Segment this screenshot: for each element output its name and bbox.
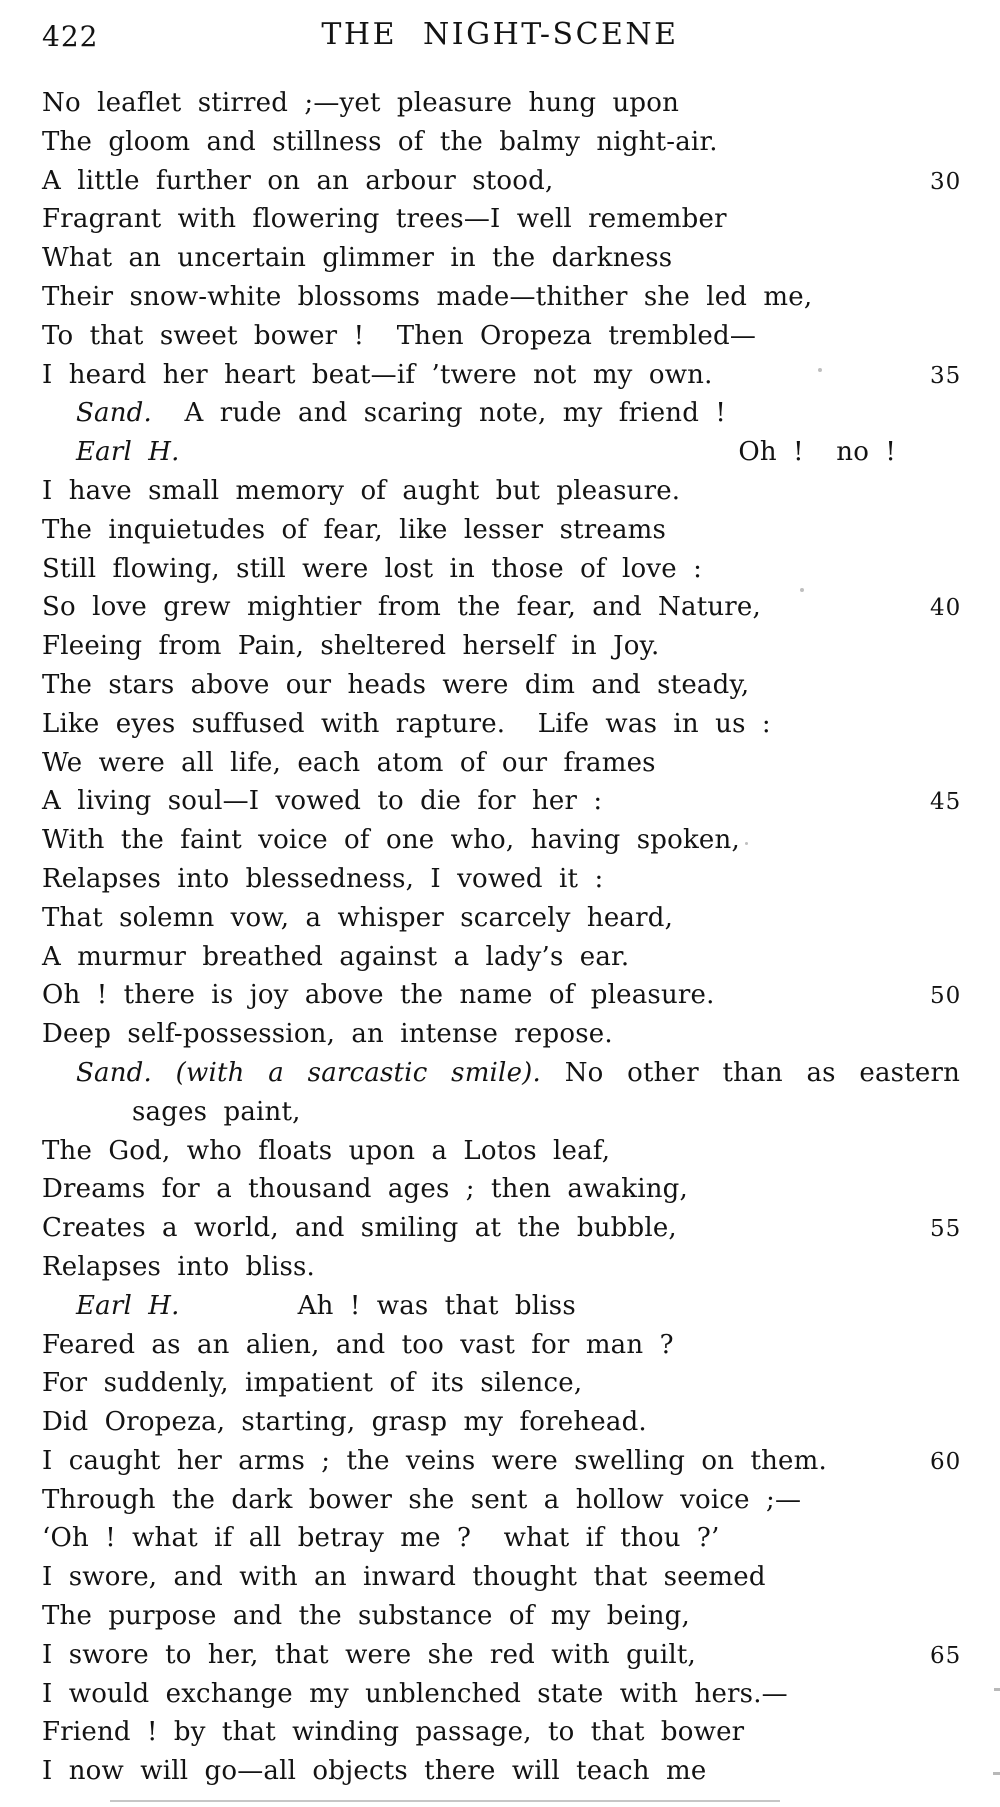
poem-line — [42, 1209, 960, 1248]
poem-line-text: Still flowing, still were lost in those of love : — [42, 553, 703, 584]
poem-line — [42, 123, 960, 162]
poem-line-text: I have small memory of aught but pleasure. — [42, 475, 681, 506]
poem-line-text: sages paint, — [132, 1096, 301, 1127]
poem-line-text: I now will go—all objects there will teach me — [42, 1756, 707, 1787]
speaker-name: Earl H. — [76, 1290, 180, 1321]
poem-line — [42, 162, 960, 201]
poem-line — [42, 1675, 960, 1714]
verse-line-number: 50 — [930, 983, 962, 1010]
poem-line — [42, 200, 960, 239]
poem-line-text: For suddenly, impatient of its silence, — [42, 1368, 583, 1399]
poem-line — [42, 627, 960, 666]
poem-line-text: We were all life, each atom of our frames — [42, 747, 656, 778]
poem-line-text: Ah ! was that bliss — [297, 1290, 576, 1321]
verse-line-number: 30 — [930, 168, 962, 195]
poem-line-text: To that sweet bower ! Then Oropeza trembled— — [42, 320, 757, 351]
poem-line — [42, 1054, 960, 1093]
poem-line — [42, 666, 960, 705]
poem-line — [42, 938, 960, 977]
poem-line — [42, 1713, 960, 1752]
scan-artifact-line — [110, 1800, 780, 1802]
poem-line — [42, 821, 960, 860]
poem-line-text: The inquietudes of fear, like lesser streams — [42, 514, 667, 545]
poem-line — [42, 1015, 960, 1054]
poem-line — [42, 550, 960, 589]
poem-line — [42, 1170, 960, 1209]
poem-line-text: Fleeing from Pain, sheltered herself in Joy. — [42, 631, 660, 662]
poem-line-text: Creates a world, and smiling at the bubble, — [42, 1213, 677, 1244]
poem-line — [42, 472, 960, 511]
verse-line-number: 45 — [930, 789, 962, 816]
poem-line — [42, 394, 960, 433]
poem-line-text: Oh ! there is joy above the name of pleasure. — [42, 980, 715, 1011]
poem-line — [42, 744, 960, 783]
scan-edge-mark — [993, 1772, 1000, 1775]
poem-line-text: I heard her heart beat—if ’twere not my own. — [42, 359, 713, 390]
poem-line-text: I swore to her, that were she red with guilt, — [42, 1639, 697, 1670]
verse-line-number: 60 — [930, 1448, 962, 1475]
poem-line-text: A murmur breathed against a lady’s ear. — [42, 941, 630, 972]
poem-line — [42, 705, 960, 744]
poem-line — [42, 1519, 960, 1558]
verse-line-number: 35 — [930, 362, 962, 389]
poem-line-text: Like eyes suffused with rapture. Life was in us : — [42, 708, 771, 739]
poem-line — [42, 976, 960, 1015]
poem-line — [42, 1481, 960, 1520]
poem-line-text: No other than as eastern — [564, 1057, 961, 1088]
poem-line — [42, 356, 960, 395]
poem-line — [42, 1287, 960, 1326]
poem-line-text: Relapses into blessedness, I vowed it : — [42, 863, 604, 894]
poem-line-text: No leaflet stirred ;—yet pleasure hung upon — [42, 88, 680, 118]
poem-line-text: Feared as an alien, and too vast for man ? — [42, 1329, 674, 1360]
verse-line-number: 40 — [930, 595, 962, 622]
poem-line — [42, 1636, 960, 1675]
speaker-name: Earl H. — [76, 437, 180, 468]
scan-edge-mark — [994, 1688, 1000, 1691]
poem-line-text: The gloom and stillness of the balmy night-air. — [42, 126, 718, 157]
poem-line-text: Their snow-white blossoms made—thither she led me, — [42, 281, 813, 312]
poem-line-text: The stars above our heads were dim and steady, — [42, 669, 750, 700]
poem-line — [42, 1364, 960, 1403]
poem-line — [42, 860, 960, 899]
poem-line-text: So love grew mightier from the fear, and Nature, — [42, 592, 761, 623]
poem-line-text: A rude and scaring note, my friend ! — [151, 398, 726, 429]
poem-line-text: The purpose and the substance of my being, — [42, 1601, 690, 1632]
page-number: 422 — [42, 20, 99, 53]
poem-line-text: Fragrant with flowering trees—I well remember — [42, 204, 727, 235]
poem-line — [42, 317, 960, 356]
poem-line-text: ‘Oh ! what if all betray me ? what if thou ?’ — [42, 1523, 720, 1554]
poem-line-text: Friend ! by that winding passage, to that bower — [42, 1717, 745, 1748]
verse-line-number: 65 — [930, 1642, 962, 1669]
poem-line — [42, 782, 960, 821]
poem-line-text: What an uncertain glimmer in the darkness — [42, 243, 673, 274]
poem-line-text: Deep self-possession, an intense repose. — [42, 1019, 613, 1050]
page-title: THE NIGHT-SCENE — [321, 17, 679, 52]
poem-line-text: That solemn vow, a whisper scarcely heard, — [42, 902, 674, 933]
poem-line-text: A little further on an arbour stood, — [42, 165, 554, 196]
poem-line — [42, 433, 960, 472]
poem-line — [42, 1752, 960, 1791]
poem-line — [42, 84, 960, 123]
poem-line — [42, 588, 960, 627]
poem-line — [42, 899, 960, 938]
poem-line-text: I swore, and with an inward thought that seemed — [42, 1562, 766, 1593]
poem-line — [42, 1132, 960, 1171]
poem-line — [42, 239, 960, 278]
poem-line-text: With the faint voice of one who, having spoken, — [42, 825, 740, 856]
poem-line — [42, 1558, 960, 1597]
poem-body — [42, 84, 960, 1791]
poem-line-text: A living soul—I vowed to die for her : — [42, 786, 603, 817]
stage-direction: (with a sarcastic smile). — [175, 1057, 541, 1088]
poem-line — [42, 511, 960, 550]
poem-line — [42, 1403, 960, 1442]
poem-line-text: I caught her arms ; the veins were swelling on them. — [42, 1445, 827, 1476]
speaker-name: Sand. — [76, 398, 152, 429]
poem-line-text: Through the dark bower she sent a hollow voice ;— — [42, 1484, 802, 1515]
poem-line — [42, 278, 960, 317]
poem-line-text: Oh ! no ! — [738, 437, 896, 468]
verse-line-number: 55 — [930, 1216, 962, 1243]
poem-line — [42, 1326, 960, 1365]
poem-line — [42, 1093, 960, 1132]
poem-line-text: Did Oropeza, starting, grasp my forehead. — [42, 1407, 647, 1438]
poem-line — [42, 1442, 960, 1481]
poem-line-text: Dreams for a thousand ages ; then awaking, — [42, 1174, 688, 1205]
poem-line — [42, 1597, 960, 1636]
poem-line-text: Relapses into bliss. — [42, 1251, 316, 1282]
poem-line-text: I would exchange my unblenched state with hers.— — [42, 1678, 788, 1709]
poem-line — [42, 1248, 960, 1287]
poem-line-text: The God, who floats upon a Lotos leaf, — [42, 1135, 611, 1166]
speaker-name: Sand. — [76, 1057, 152, 1088]
